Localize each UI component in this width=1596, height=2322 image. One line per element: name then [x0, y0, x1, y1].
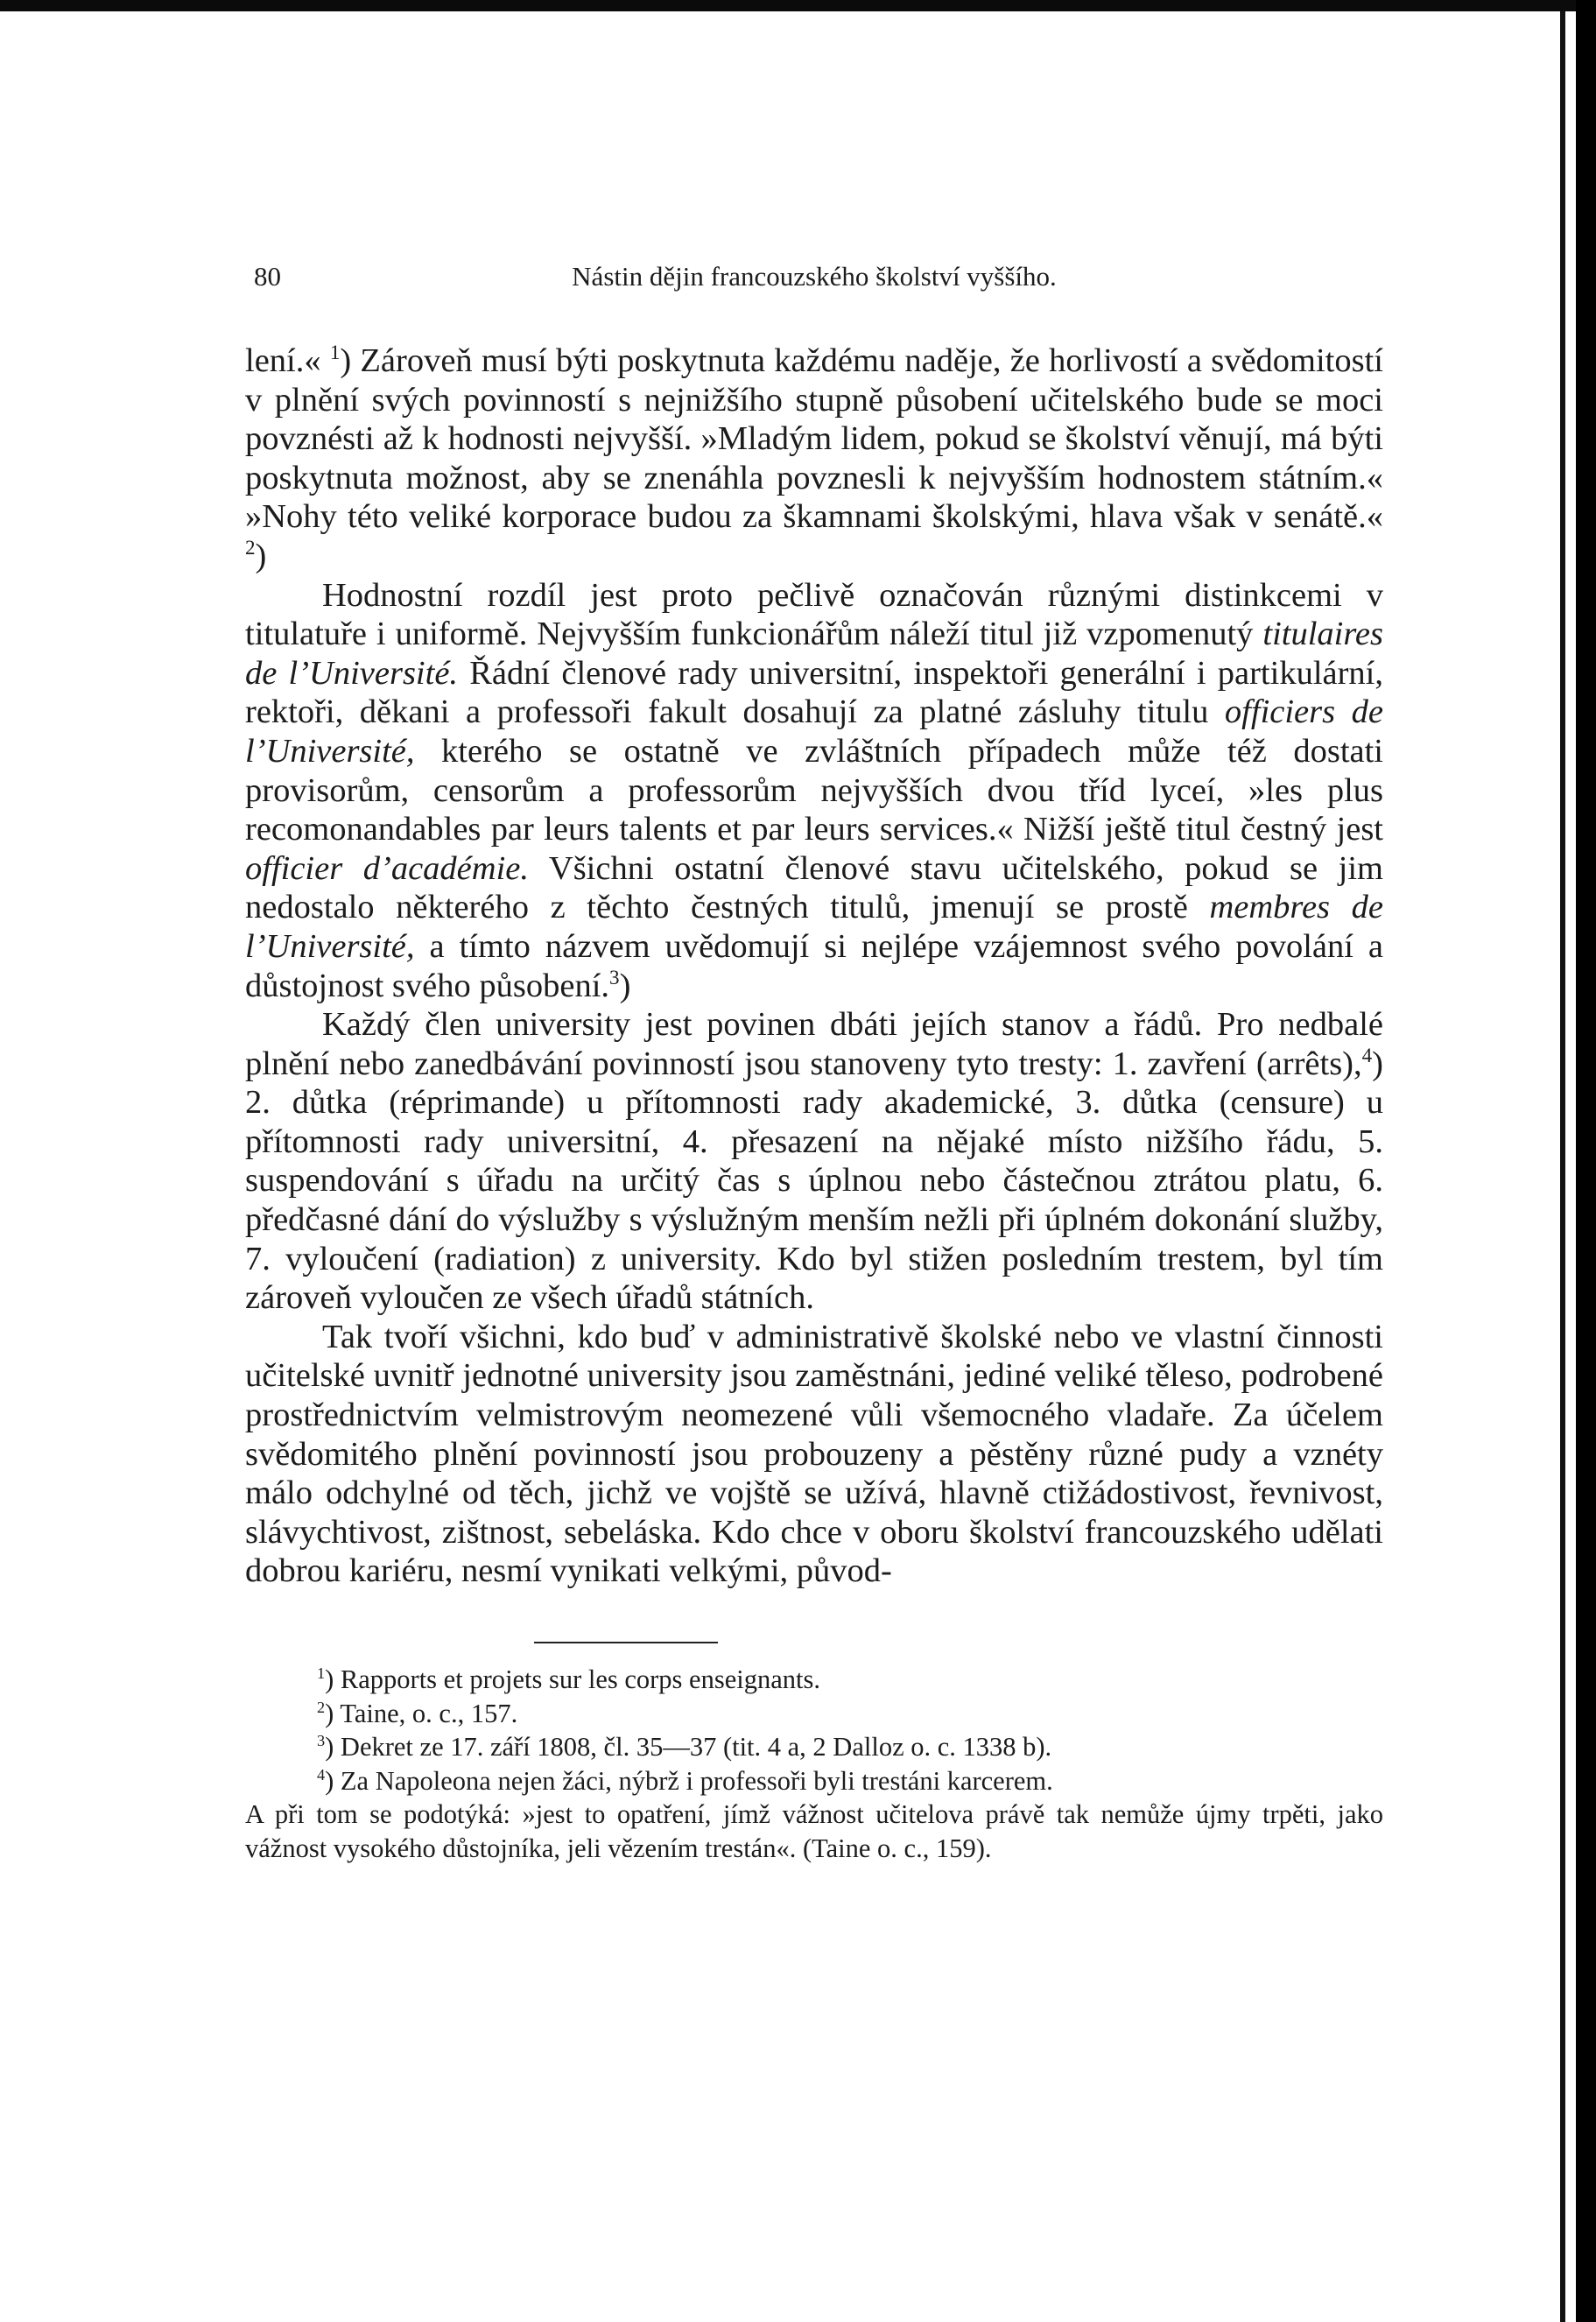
text-run: )	[255, 537, 267, 574]
footnote-separator	[534, 1642, 718, 1643]
footnote-ref-1: 1	[329, 341, 341, 364]
footnote-text: ) Taine, o. c., 157.	[325, 1698, 518, 1728]
italic-term: officier d’académie.	[245, 849, 529, 887]
text-run: )	[619, 967, 631, 1004]
paragraph-1	[245, 341, 1383, 576]
footnote-ref-2: 2	[245, 536, 256, 559]
paragraph-3	[245, 1005, 1383, 1318]
footnote-mark: 2	[317, 1698, 326, 1716]
footnote-mark: 4	[317, 1765, 326, 1784]
paragraph-4: Tak tvoří všichni, kdo buď v administrativě školské nebo ve vlastní činnosti učitelské uvnitř jednotné university jsou zaměstnáni, jediné veliké těleso, podrobené prostřednictvím velmistrovým neomezené vůli všemocného vladaře. Za účelem svědomitého plnění povinností jsou probouzeny a pěstěny různé pudy a vznéty málo odchylné od těch, jichž ve vojště se užívá, hlavně ctižádostivost, řevnivost, slávychtivost, zištnost, sebeláska. Kdo chce v oboru školství francouzského udělati dobrou kariéru, nesmí vynikati velkými, původ-	[245, 1318, 1383, 1590]
footnote-mark: 3	[317, 1731, 326, 1749]
page-header	[245, 254, 1383, 306]
italic-term: officiers de l’Université,	[245, 693, 1383, 770]
scan-binding-shadow	[1560, 11, 1565, 2322]
footnotes	[245, 1663, 1383, 1865]
text-run: lení.«	[245, 342, 330, 379]
footnote-text: ) Dekret ze 17. září 1808, čl. 35—37 (tit. 4 a, 2 Dalloz o. c. 1338 b).	[325, 1732, 1052, 1762]
footnote-text: ) Za Napoleona nejen žáci, nýbrž i professoři byli trestáni karcerem.	[325, 1765, 1053, 1796]
footnote-text: ) Rapports et projets sur les corps enseignants.	[325, 1664, 820, 1694]
text-run: a tímto názvem uvědomují si nejlépe vzájemnost svého povolání a důstojnost svého působení.	[245, 927, 1383, 1004]
page-number: 80	[254, 261, 281, 292]
paragraph-2	[245, 576, 1383, 1006]
text-run: Každý člen university jest povinen dbáti jejích stanov a řádů. Pro nedbalé plnění nebo zanedbávání povinností jsou stanoveny tyto tresty: 1. zavření (arrêts),	[245, 1006, 1383, 1082]
book-page	[245, 254, 1383, 1865]
footnote-4	[245, 1764, 1383, 1798]
text-run: Všichni ostatní členové stavu učitelského, pokud se jim nedostalo některého z těchto čestných titulů, jmenují se prostě	[245, 849, 1383, 926]
text-run: Hodnostní rozdíl jest proto pečlivě označován různými distinkcemi v titulatuře i uniformě. Nejvyšším funkcionářům náleží titul již vzpomenutý	[245, 576, 1383, 653]
text-run: ) Zároveň musí býti poskytnuta každému naděje, že horlivostí a svědomitostí v plnění svých povinností s nejnižšího stupně působení učitelského bude se moci povznésti až k hodnosti nejvyšší. »Mladým lidem, pokud se školství věnují, má býti poskytnuta možnost, aby se znenáhla povznesli k nejvyšším hodnostem státním.« »Nohy této veliké korporace budou za škamnami školskými, hlava však v senátě.«	[245, 342, 1383, 536]
main-text	[245, 341, 1383, 1591]
running-title: Nástin dějin francouzského školství vyššího.	[572, 261, 1057, 292]
footnote-mark: 1	[317, 1664, 326, 1682]
scan-right-edge	[1576, 0, 1596, 2322]
footnote-2	[245, 1697, 1383, 1731]
footnote-ref-3: 3	[609, 965, 620, 989]
italic-term: titulaires de l’Université.	[245, 616, 1383, 692]
footnote-1	[245, 1663, 1383, 1697]
footnote-ref-4: 4	[1361, 1043, 1373, 1066]
scan-top-edge	[0, 0, 1596, 11]
text-run: kterého se ostatně ve zvláštních případech může též dostati provisorům, censorům a professorům nejvyšších dvou tříd lyceí, »les plus recomonandables par leurs talents et par leurs services.« Nižší ještě titul čestný jest	[245, 732, 1383, 848]
italic-term: membres de l’Université,	[245, 889, 1383, 965]
text-run: Řádní členové rady universitní, inspektoři generální i partikulární, rektoři, děkani a professoři fakult dosahují za platné zásluhy titulu	[245, 654, 1383, 731]
text-run: ) 2. důtka (réprimande) u přítomnosti rady akademické, 3. důtka (censure) u přítomnosti rady universitní, 4. přesazení na nějaké místo nižšího řádu, 5. suspendování s úřadu na určitý čas s úplnou nebo částečnou ztrátou platu, 6. předčasné dání do výslužby s výslužným menším nežli při úplném dokonání služby, 7. vyloučení (radiation) z university. Kdo byl stižen posledním trestem, byl tím zároveň vyloučen ze všech úřadů státních.	[245, 1045, 1383, 1317]
footnote-3	[245, 1730, 1383, 1764]
footnote-4-continuation: A při tom se podotýká: »jest to opatření, jímž vážnost učitelova právě tak nemůže újmy trpěti, jako vážnost vysokého důstojníka, jeli vězením trestán«. (Taine o. c., 159).	[245, 1799, 1383, 1863]
